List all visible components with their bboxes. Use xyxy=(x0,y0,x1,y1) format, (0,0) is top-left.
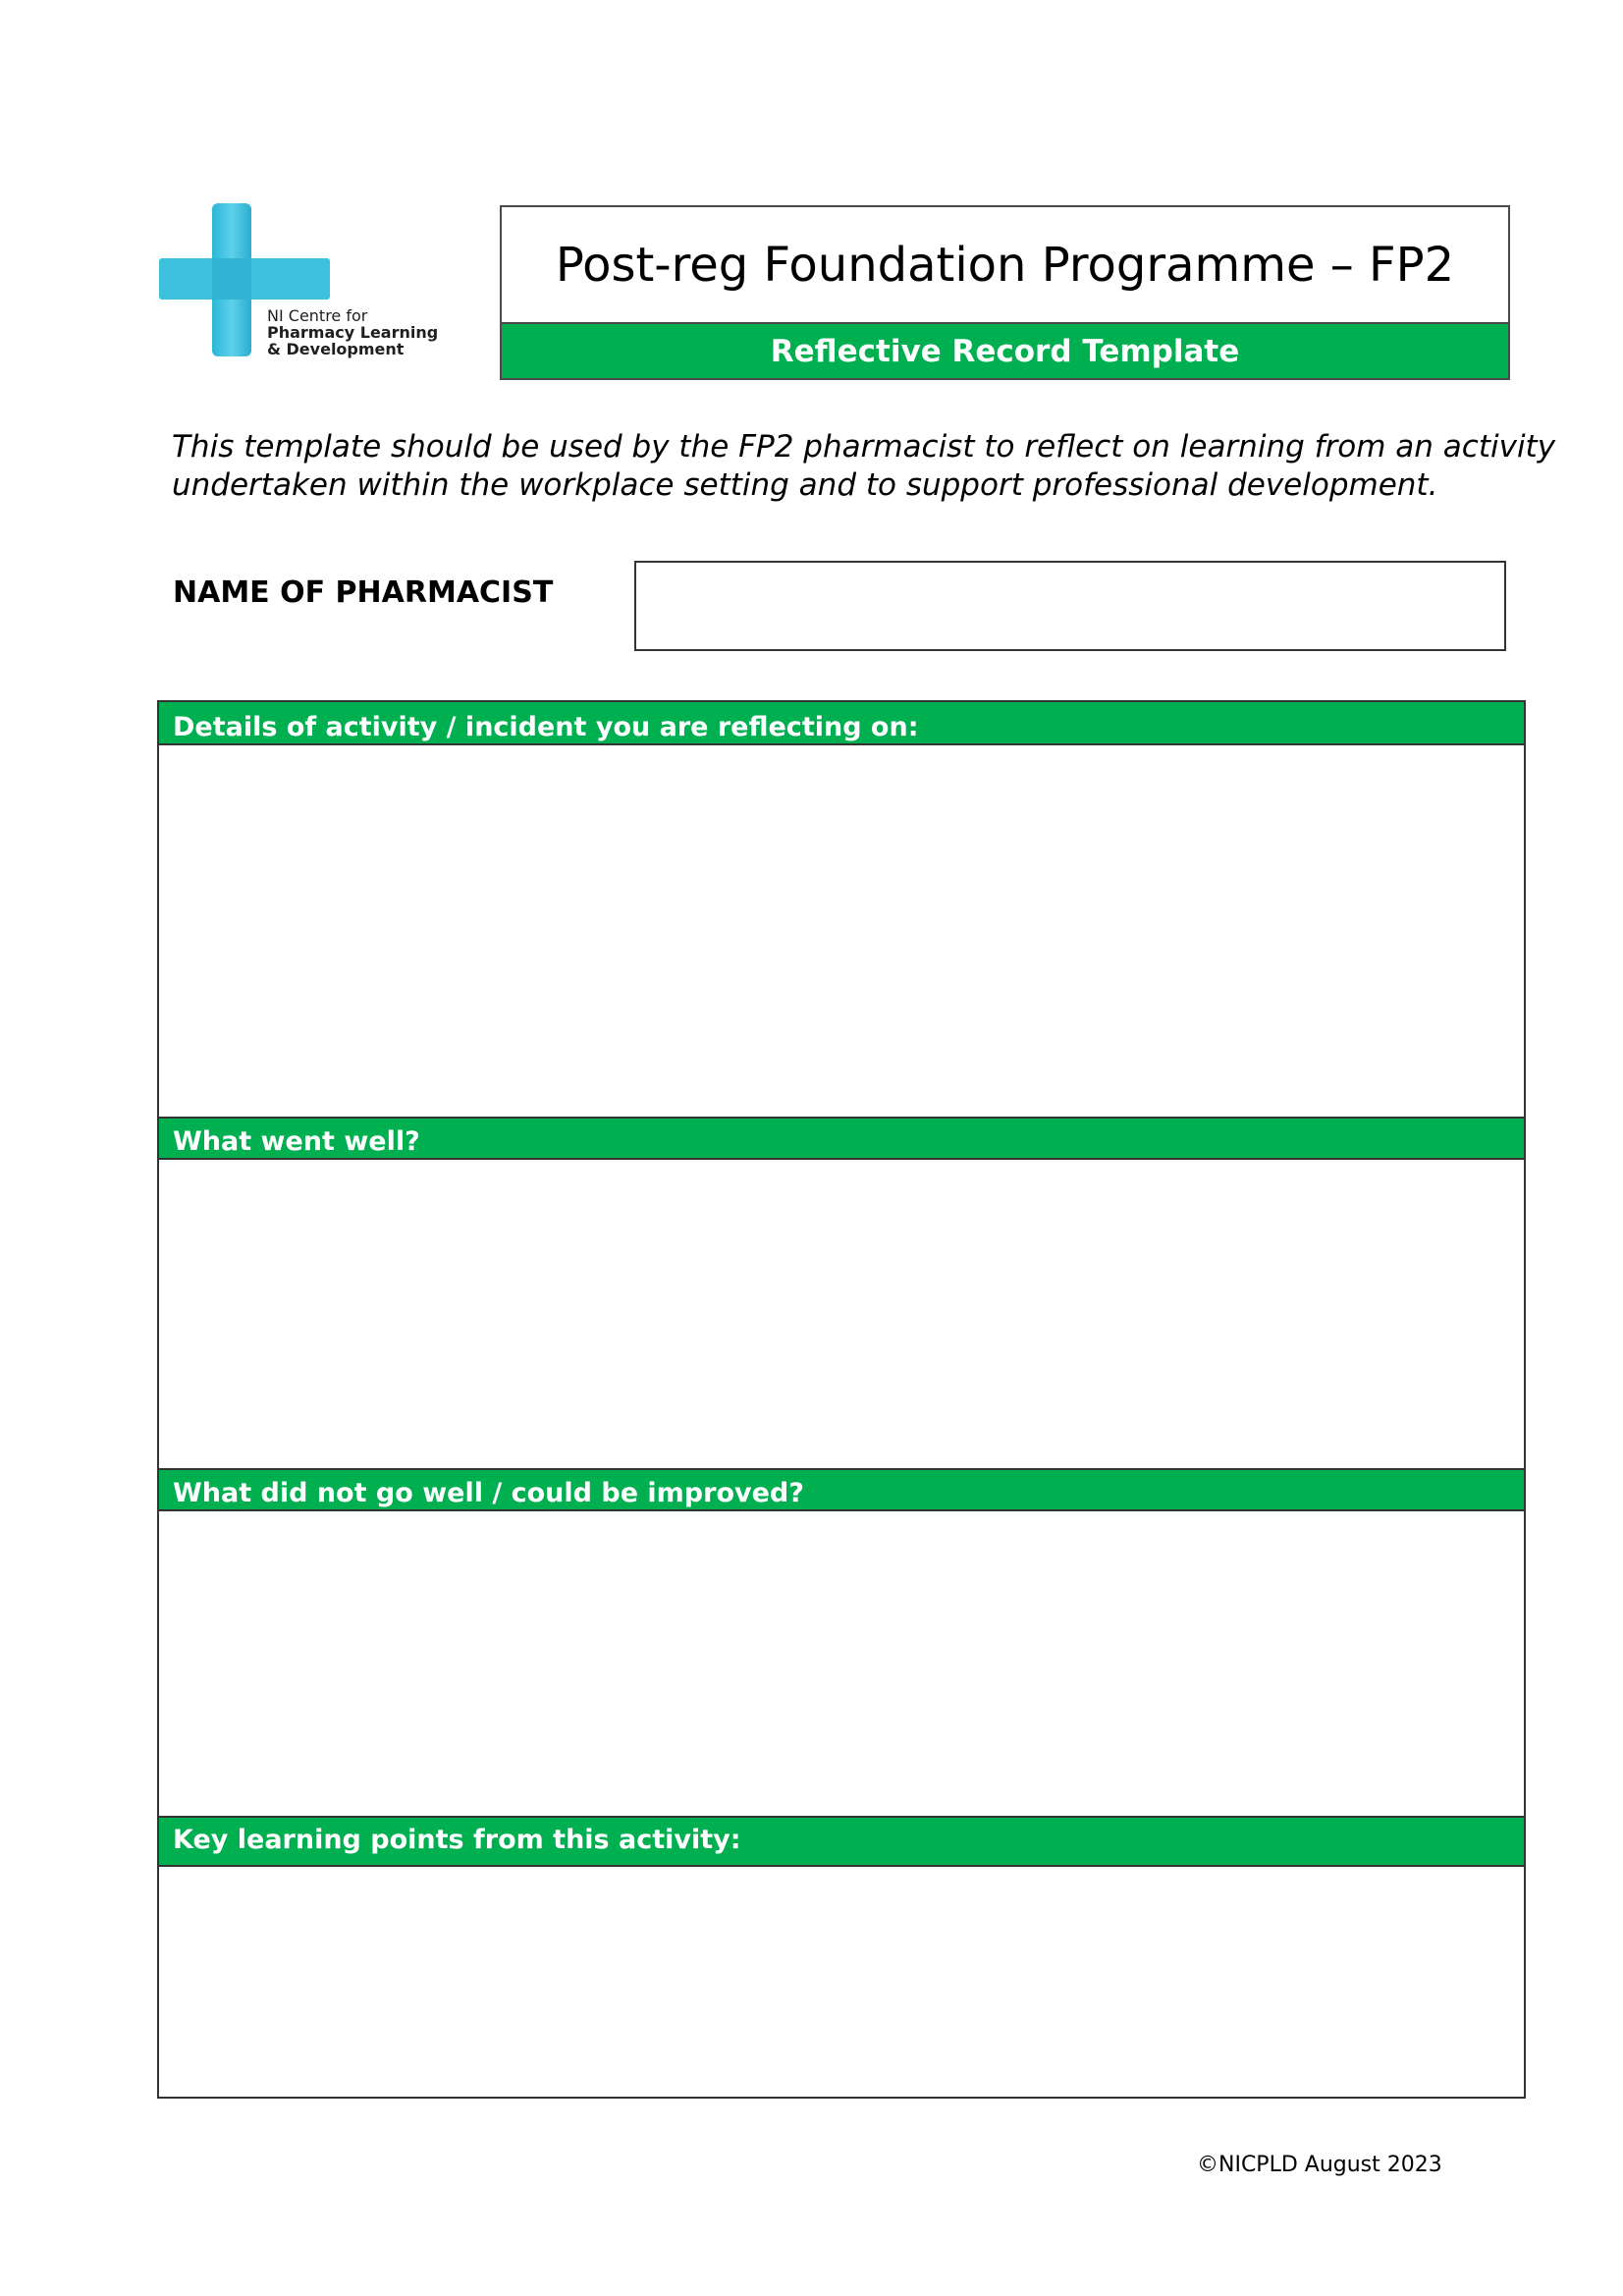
section-key-learning xyxy=(159,1816,1524,2095)
section-header-key-learning: Key learning points from this activity: xyxy=(159,1816,1524,1867)
reflection-form xyxy=(157,700,1526,2099)
section-activity-details xyxy=(159,702,1524,1117)
section-went-well xyxy=(159,1117,1524,1468)
page-title: Post-reg Foundation Programme – FP2 xyxy=(555,237,1455,293)
nicpld-logo xyxy=(157,201,471,368)
logo-line-1: NI Centre for xyxy=(267,306,368,325)
section-header-went-well: What went well? xyxy=(159,1117,1524,1160)
intro-line-2: undertaken within the workplace setting and to support professional development. xyxy=(172,467,1438,503)
logo-wordmark xyxy=(267,307,438,357)
title-box xyxy=(500,205,1510,380)
activity-details-textarea[interactable] xyxy=(159,745,1524,1117)
intro-text xyxy=(172,428,1556,505)
pharmacist-name-label: NAME OF PHARMACIST xyxy=(173,575,554,610)
went-well-textarea[interactable] xyxy=(159,1160,1524,1468)
could-be-improved-textarea[interactable] xyxy=(159,1511,1524,1816)
pharmacist-name-input[interactable] xyxy=(634,561,1506,651)
logo-line-2: Pharmacy Learning xyxy=(267,323,439,342)
section-header-activity-details: Details of activity / incident you are reflecting on: xyxy=(159,702,1524,745)
logo-line-3: & Development xyxy=(267,340,405,358)
intro-line-1: This template should be used by the FP2 pharmacist to reflect on learning from an activity xyxy=(172,429,1556,465)
page-subtitle: Reflective Record Template xyxy=(502,322,1508,378)
section-could-be-improved xyxy=(159,1468,1524,1816)
key-learning-textarea[interactable] xyxy=(159,1867,1524,2095)
copyright-footer: ©NICPLD August 2023 xyxy=(1197,2153,1442,2177)
section-header-could-be-improved: What did not go well / could be improved? xyxy=(159,1468,1524,1511)
